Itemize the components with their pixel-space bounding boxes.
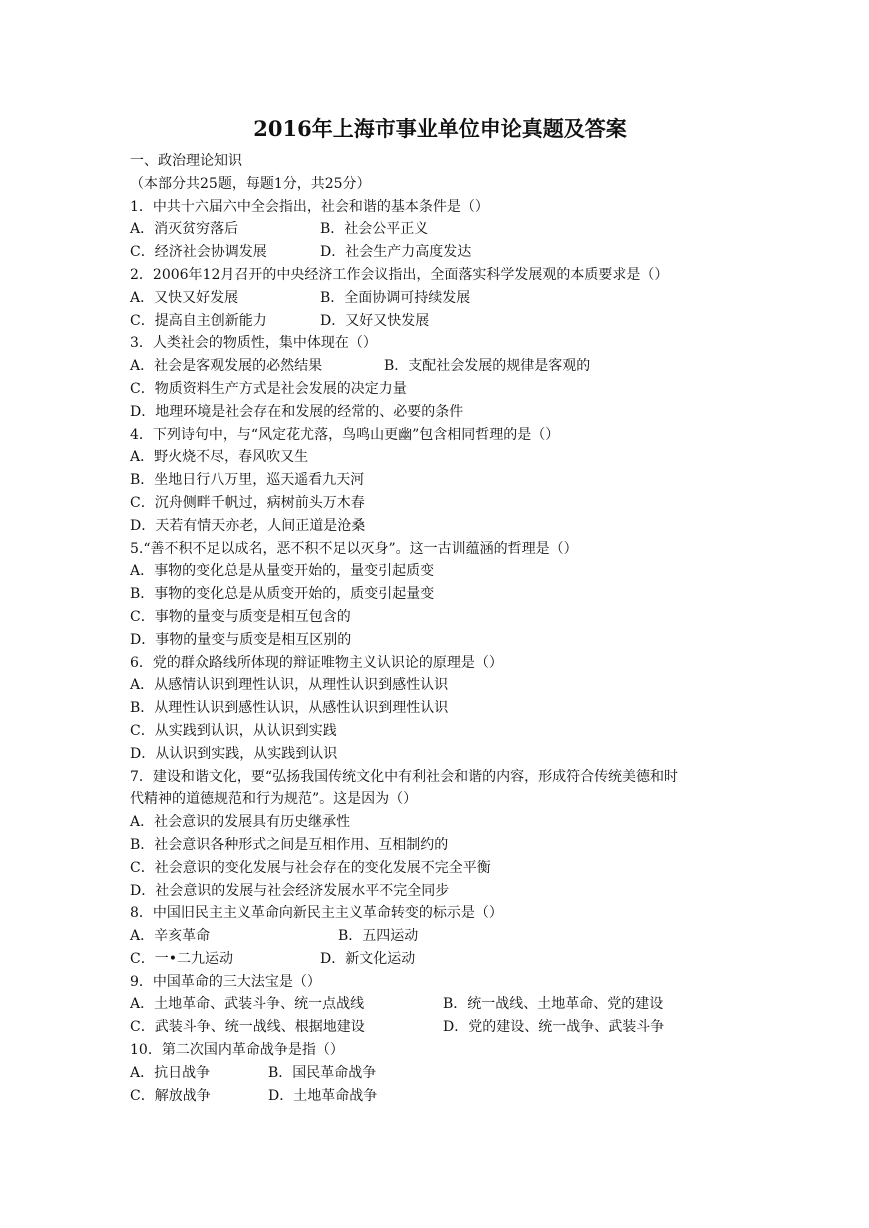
document-title: 2016年上海市事业单位申论真题及答案: [253, 116, 627, 141]
question-4-stem: 4．下列诗句中，与“风定花尤落，鸟鸣山更幽”包含相同哲理的是（）: [130, 426, 560, 443]
question-3-option-b: B．支配社会发展的规律是客观的: [384, 358, 591, 375]
question-8-options-row-2: [130, 948, 750, 971]
question-6-option-a: A．从感情认识到理性认识，从理性认识到感性认识: [130, 677, 449, 694]
question-1-stem: 1．中共十六届六中全会指出，社会和谐的基本条件是（）: [130, 198, 489, 215]
question-9-stem: 9．中国革命的三大法宝是（）: [130, 973, 321, 990]
question-7-option-c: C．社会意识的变化发展与社会存在的变化发展不完全平衡: [130, 859, 491, 876]
question-10-option-d: D．土地革命战争: [268, 1087, 378, 1104]
question-6-option-d: D．从认识到实践，从实践到认识: [130, 745, 338, 762]
question-1-option-c: C．经济社会协调发展: [130, 244, 267, 261]
question-3-option-a: A．社会是客观发展的必然结果: [130, 358, 323, 375]
question-5-option-a: A．事物的变化总是从量变开始的，量变引起质变: [130, 563, 435, 580]
question-8-stem: 8．中国旧民主主义革命向新民主主义革命转变的标示是（）: [130, 905, 503, 922]
question-5-option-c: C．事物的量变与质变是相互包含的: [130, 608, 351, 625]
question-10-option-a: A．抗日战争: [130, 1064, 211, 1081]
question-7-stem-line-1: 7．建设和谐文化，要“弘扬我国传统文化中有利社会和谐的内容，形成符合传统美德和时: [130, 768, 679, 785]
question-8-option-a: A．辛亥革命: [130, 928, 211, 945]
question-2-option-b: B．全面协调可持续发展: [320, 289, 471, 306]
question-1-option-d: D．社会生产力高度发达: [320, 244, 472, 261]
question-1-options-row-1: [130, 218, 750, 241]
question-2-option-c: C．提高自主创新能力: [130, 312, 267, 329]
question-3-options-row-1: [130, 355, 750, 378]
question-1-options-row-2: [130, 241, 750, 264]
question-6-stem: 6．党的群众路线所体现的辩证唯物主义认识论的原理是（）: [130, 654, 503, 671]
question-6-option-c: C．从实践到认识，从认识到实践: [130, 722, 337, 739]
question-10-options-row-2: [130, 1085, 750, 1108]
question-1-option-b: B．社会公平正义: [320, 221, 429, 238]
question-8-options-row-1: [130, 925, 750, 948]
question-5-stem: 5.“善不积不足以成名，恶不积不足以灭身”。这一古训蕴涵的哲理是（）: [130, 540, 578, 557]
question-9-option-a: A．土地革命、武装斗争、统一点战线: [130, 996, 365, 1013]
question-5-option-b: B．事物的变化总是从质变开始的，质变引起量变: [130, 586, 435, 603]
question-10-stem: 10．第二次国内革命战争是指（）: [130, 1042, 344, 1059]
question-9-option-d: D．党的建设、统一战争、武装斗争: [443, 1019, 665, 1036]
question-2-options-row-2: [130, 310, 750, 333]
section-note: （本部分共25题，每题1分，共25分）: [130, 175, 371, 192]
question-2-stem: 2．2006年12月召开的中央经济工作会议指出，全面落实科学发展观的本质要求是（）: [130, 266, 669, 283]
question-7-option-d: D．社会意识的发展与社会经济发展水平不完全同步: [130, 882, 450, 899]
question-8-option-c: C．一•二九运动: [130, 950, 233, 967]
question-2-option-d: D．又好又快发展: [320, 312, 430, 329]
question-7-stem-line-2: 代精神的道德规范和行为规范”。这是因为（）: [130, 791, 418, 808]
question-2-option-a: A．又快又好发展: [130, 289, 239, 306]
question-9-options-row-1: [130, 993, 750, 1016]
section-heading: 一、政治理论知识: [130, 153, 242, 169]
question-7-option-b: B．社会意识各种形式之间是互相作用、互相制约的: [130, 836, 449, 853]
question-4-option-d: D．天若有情天亦老，人间正道是沧桑: [130, 517, 366, 534]
question-3-option-c: C．物质资料生产方式是社会发展的决定力量: [130, 380, 407, 397]
question-1-option-a: A．消灭贫穷落后: [130, 221, 239, 238]
question-4-option-b: B．坐地日行八万里，巡天遥看九天河: [130, 472, 365, 489]
question-9-option-c: C．武装斗争、统一战线、根据地建设: [130, 1019, 365, 1036]
question-10-options-row-1: [130, 1062, 750, 1085]
question-9-options-row-2: [130, 1016, 750, 1039]
question-4-option-a: A．野火烧不尽，春风吹又生: [130, 449, 309, 466]
question-2-options-row-1: [130, 287, 750, 310]
question-8-option-d: D．新文化运动: [320, 950, 416, 967]
question-6-option-b: B．从理性认识到感性认识，从感性认识到理性认识: [130, 700, 449, 717]
question-10-option-b: B．国民革命战争: [268, 1064, 377, 1081]
question-4-option-c: C．沉舟侧畔千帆过，病树前头万木春: [130, 494, 365, 511]
question-3-option-d: D．地理环境是社会存在和发展的经常的、必要的条件: [130, 403, 464, 420]
question-7-option-a: A．社会意识的发展具有历史继承性: [130, 814, 351, 831]
question-8-option-b: B．五四运动: [338, 928, 419, 945]
question-10-option-c: C．解放战争: [130, 1087, 211, 1104]
question-5-option-d: D．事物的量变与质变是相互区别的: [130, 631, 352, 648]
question-3-stem: 3．人类社会的物质性，集中体现在（）: [130, 335, 377, 352]
question-9-option-b: B．统一战线、土地革命、党的建设: [443, 996, 664, 1013]
document-page: [130, 114, 750, 1107]
